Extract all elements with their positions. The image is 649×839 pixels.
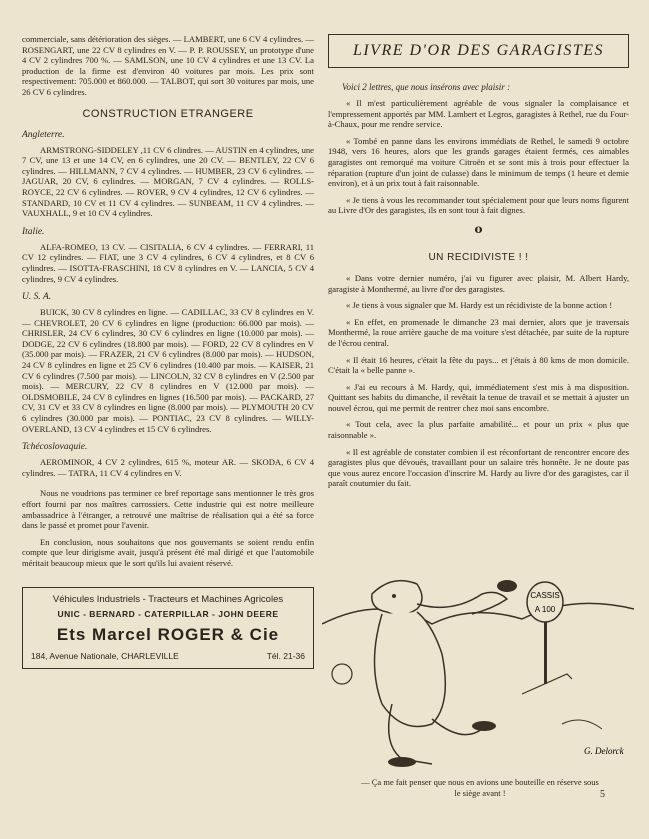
bottle-icon bbox=[497, 580, 517, 592]
ad-brands-line: UNIC - BERNARD - CATERPILLAR - JOHN DEERE bbox=[57, 608, 279, 619]
right-column bbox=[328, 34, 629, 495]
ad-vehicles-line: Véhicules Industriels - Tracteurs et Machines Agricoles bbox=[52, 593, 284, 605]
article-title-box: LIVRE D'OR DES GARAGISTES bbox=[328, 34, 629, 68]
recidivist-subtitle: UN RECIDIVISTE ! ! bbox=[428, 251, 529, 263]
character-shoe bbox=[472, 721, 496, 731]
letter2-paragraph: « Je tiens à vous signaler que M. Hardy est un récidiviste de la bonne action ! bbox=[346, 300, 613, 311]
closing-paragraph-2: En conclusion, nous souhaitons que nos gouvernants se soient rendu enfin compte que leur dirigisme avait, jusqu'à présent été mal dirigé et que l'automobile méritait beaucoup mieux que le sort qu'ils lui avaient réservé. bbox=[22, 536, 314, 568]
country-heading-czechoslovakia: Tchécoslovaquie. bbox=[22, 442, 88, 453]
cartoon-caption: — Ça me fait penser que nous en avions une bouteille en réserve sous le siège avant ! bbox=[361, 777, 599, 798]
signpost-text-bottom: A 100 bbox=[534, 605, 556, 614]
advertisement-box bbox=[22, 587, 314, 669]
country-heading-england: Angleterre. bbox=[22, 129, 65, 140]
country-text-england: ARMSTRONG-SIDDELEY ,11 CV 6 clindres. — AUSTIN en 4 cylindres, une 7 CV, une 13 et une 14 CV, en 6 cylindres, une 20 CV. — BENTLEY, 22 CV 6 cylindres. — HILLMANN, 7 CV 4 cylindres. — HUMBER, 23 CV 6 cylindres. — JAGUAR, 20 CV, 6 cylindres. — MORGAN, 7 CV 4 cylindres. — ROLLS-ROYCE, 22 CV 6 cylindres. — ROVER, 9 CV 4 cylindres, 12 CV 6 cylindres. — STANDARD, 10 CV et 11 CV 4 cylindres. — SUNBEAM, 11 CV 4 cylindres. — VAUXHALL, 9 et 10 CV 4 cylindres. bbox=[22, 144, 314, 219]
section-title: CONSTRUCTION ETRANGERE bbox=[82, 107, 254, 120]
letter2-paragraph: « Il est agréable de constater combien il est réconfortant de rencontrer encore des garagistes plus que dévoués, travaillant pour un salaire très honnête. Je ne doute pas que vous aurez encore l'occasion d'inscrire M. Hardy au livre d'or des garagistes, car il paraît coutumier du fait. bbox=[328, 446, 629, 489]
ad-company-name: Ets Marcel ROGER & Cie bbox=[56, 624, 280, 644]
ad-phone: Tél. 21-36 bbox=[266, 650, 305, 661]
letter2-paragraph: « En effet, en promenade le dimanche 23 mai dernier, alors que je traversais Monthermé, la roue arrière gauche de ma voiture s'est détachée, par suite de la rupture de l'écrou central. bbox=[328, 316, 629, 348]
ad-address: 184, Avenue Nationale, CHARLEVILLE bbox=[31, 650, 179, 661]
character-arm bbox=[417, 592, 507, 614]
country-text-usa: BUICK, 30 CV 8 cylindres en ligne. — CADILLAC, 33 CV 8 cylindres en V. — CHEVROLET, 20 CV 6 cylindres en ligne (production: 66.000 par mois). — CHRISLER, 24 CV 6 cylindres, 30 CV 6 cylindres en ligne (10.000 par mois). — DODGE, 22 CV 6 cylindres (18.800 par mois). — FORD, 22 CV 8 cylindres en V (35.000 par mois). — FRAZER, 21 CV 6 cylindres (8.000 par mois). — HUDSON, 24 CV 8 cylindres en ligne et 25 CV 6 cylindres (10.400 par mois. — KAISER, 21 CV 6 cylindres (7.500 par mois). — LINCOLN, 32 CV 8 cylindres en V (2.500 par mois). — MERCURY, 22 CV 8 cylindres en V (12.000 par mois). — OLDSMOBILE, 24 CV 8 cylindres en lignes (16.500 par mois). — PACKARD, 27 CV, 31 CV et 33 CV 8 cylindres en ligne (8.000 par mois). — PLYMOUTH 20 CV 6 cylindres (30.000 par mois). — PONTIAC, 23 CV 8 cylindres. — WILLY-OVERLAND, 13 CV 4 cylindres et 15 CV 6 cylindres. bbox=[22, 307, 314, 434]
cartoon-illustration bbox=[322, 554, 634, 784]
signpost-text-top: CASSIS bbox=[530, 591, 560, 600]
article-intro: Voici 2 lettres, que nous insérons avec plaisir : bbox=[342, 82, 511, 92]
intro-paragraph: commerciale, sans détérioration des sièges. — LAMBERT, une 6 CV 4 cylindres. — ROSENGART, une 22 CV 8 cylindres en V. — P. P. ROUSSEY, un prototype d'une 4 CV 2 cylindres 700 %. — SAMLSON, une 10 CV 4 cylindres et une 13 CV. La production de la firme est d'environ 40 voitures par mois. Les prix sont respectivement: 705.000 et 860.000. — TALBOT, qui sort 30 voitures par mois, une 26 CV 6 cylindres. bbox=[22, 34, 314, 97]
character-shoe bbox=[388, 757, 416, 767]
artist-signature: G. Delorck bbox=[584, 746, 624, 756]
character-head bbox=[372, 581, 422, 615]
letter1-paragraph: « Tombé en panne dans les environs immédiats de Rethel, le samedi 9 octobre 1948, vers 16 heures, alors que les grands garages étaient fermés, ces aimables garagistes ont remorqué ma voiture Citroën et se sont mis à trois pour effectuer la réparation (rupture d'un joint de culasse) dans le minimum de temps (1 heure et demie environ), et à un prix tout à fait raisonnable. bbox=[328, 135, 629, 189]
letter1-paragraph: « Il m'est particulièrement agréable de vous signaler la complaisance et l'empressement apportés par MM. Lambert et Legros, garagistes à Rethel, rue du Four-à-Chaux, pour me rendre service. bbox=[328, 98, 629, 130]
country-heading-italy: Italie. bbox=[22, 226, 45, 237]
ad-contact-row bbox=[31, 651, 305, 661]
hill-line bbox=[322, 603, 634, 624]
country-heading-usa: U. S. A. bbox=[22, 292, 52, 303]
letter1-paragraph: « Je tiens à vous les recommander tout spécialement pour que leurs noms figurent au Livre d'Or des garagistes, ils en sont tout à fait dignes. bbox=[328, 194, 629, 216]
country-text-italy: ALFA-ROMEO, 13 CV. — CISITALIA, 6 CV 4 cylindres. — FERRARI, 11 CV 12 cylindres. — FIAT, une 3 CV 4 cylindres, 6 CV 4 cylindres, et 8 CV 6 cylindres. — ISOTTA-FRASCHINI, 18 CV 8 cylindres en V. — LANCIA, 5 CV 4 cylindres, 9 CV 4 cylindres. bbox=[22, 241, 314, 284]
character-eye bbox=[392, 594, 396, 598]
left-column bbox=[22, 34, 314, 669]
grass-marks bbox=[562, 720, 602, 729]
separator-mark: o bbox=[474, 221, 483, 236]
letter2-paragraph: « Il était 16 heures, c'était la fête du pays... et j'étais à 80 kms de mon domicile. C'était la « belle panne ». bbox=[328, 354, 629, 376]
letter2-paragraph: « Dans votre dernier numéro, j'ai vu figurer avec plaisir, M. Albert Hardy, garagiste à Monthermé, au livre d'or des garagistes. bbox=[328, 272, 629, 294]
letter2-paragraph: « J'ai eu recours à M. Hardy, qui, immédiatement s'est mis à ma disposition. Quittant ses habits du dimanche, il revêtait la tenue de travail et se mettait à ajuster un nouvel écrou, qui me permit de rentrer chez moi sans encombre. bbox=[328, 381, 629, 413]
letter2-paragraph: « Tout cela, avec la plus parfaite amabilité... et pour un prix « plus que raisonnable ». bbox=[328, 419, 629, 441]
closing-paragraph-1: Nous ne voudrions pas terminer ce bref reportage sans mentionner le très gros effort fourni par nos maîtres carrossiers. Cette industrie qui est notre meilleure ambassadrice à l'étranger, a retrouvé une maîtrise de réalisation qui a été sa force dans le passé et promet pour l'avenir. bbox=[22, 488, 314, 531]
page-number: 5 bbox=[600, 789, 605, 800]
country-text-czechoslovakia: AEROMINOR, 4 CV 2 cylindres, 615 %, moteur AR. — SKODA, 6 CV 4 cylindres. — TATRA, 11 CV 4 cylindres en V. bbox=[22, 457, 314, 478]
character-body bbox=[375, 612, 446, 727]
signpost-board bbox=[527, 582, 563, 622]
wheel-icon bbox=[332, 664, 352, 684]
